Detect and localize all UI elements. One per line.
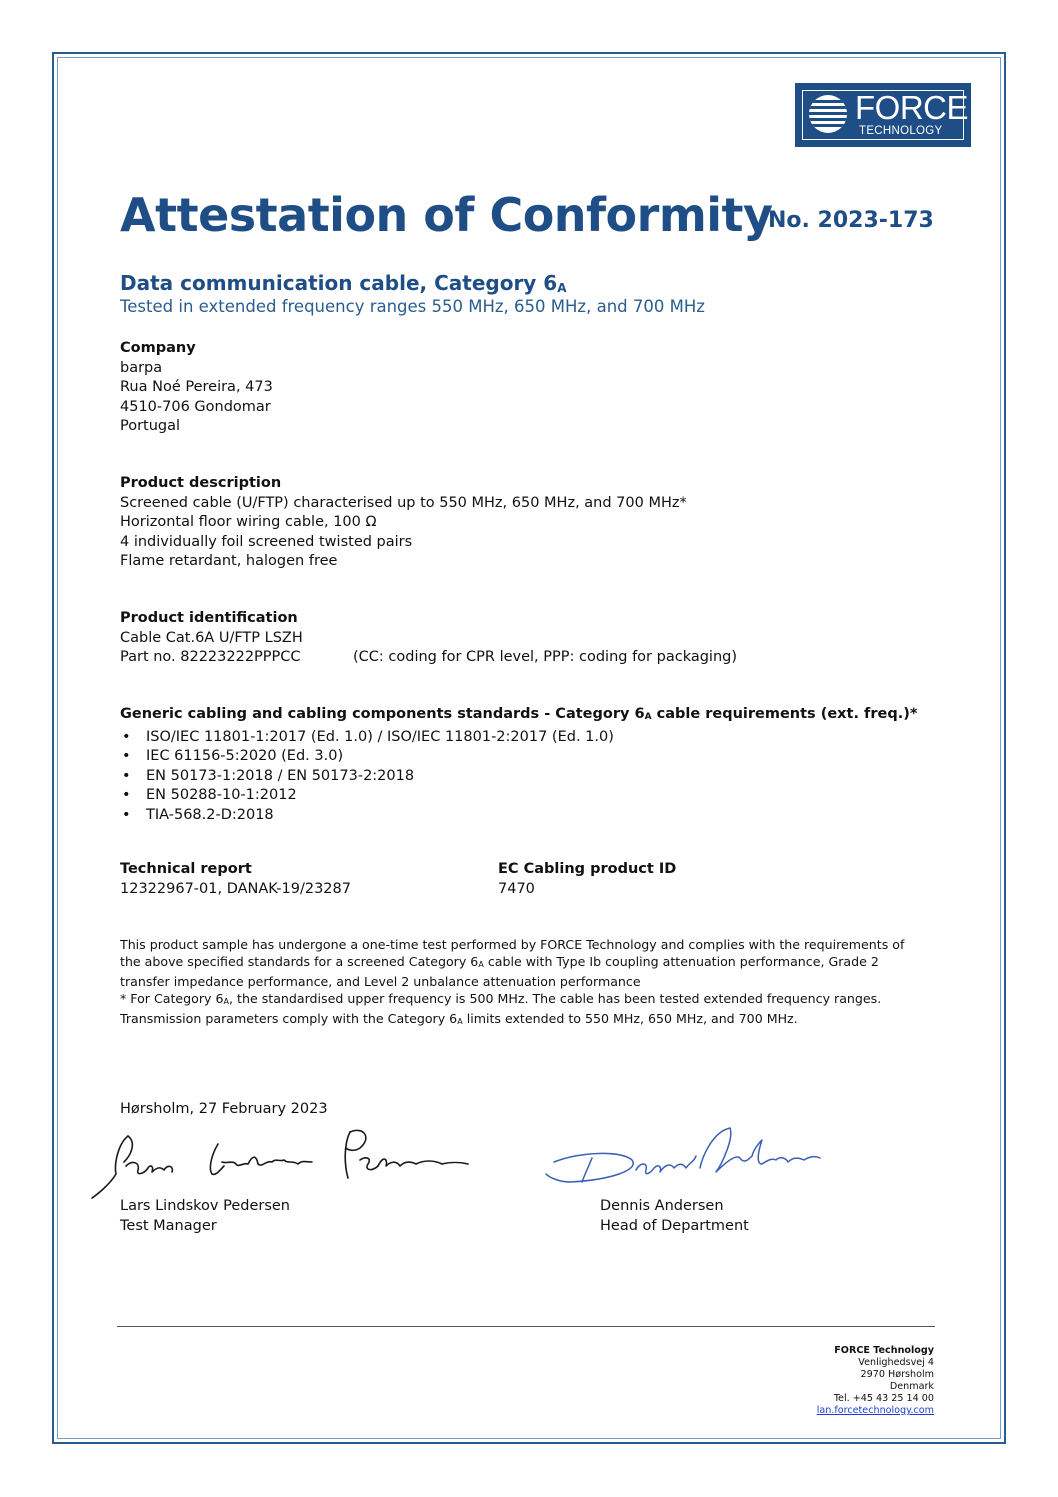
company-line: 4510-706 Gondomar	[120, 398, 271, 415]
statement-paragraph: This product sample has undergone a one-time test performed by FORCE Technology and complies with the requirements of the above specified standards for a screened Category $6_A$ cable with Type Ib coupling attenuation performance, Grade 2 transfer impedance performance, and Level 2 unbalance attenuation performance	[120, 937, 905, 989]
ec-cabling-section	[498, 860, 676, 899]
standards-list	[120, 728, 917, 826]
product-description-heading: Product description	[120, 475, 282, 491]
conformity-statement	[120, 936, 920, 1030]
ec-cabling-value: 7470	[498, 880, 535, 897]
statement-footnote: * For Category $6_A$, the standardised upper frequency is 500 MHz. The cable has been tested extended frequency ranges.	[120, 991, 882, 1006]
signatory-role: Head of Department	[600, 1218, 749, 1234]
company-line: Portugal	[120, 418, 181, 434]
standard-item: • EN 50288-10-1:2012	[120, 786, 917, 806]
attestation-number: No. 2023-173	[768, 208, 934, 233]
footer-line: Tel. +45 43 25 14 00	[833, 1393, 934, 1404]
signatory-name: Dennis Andersen	[600, 1198, 724, 1214]
footer-line: Venlighedsvej 4	[858, 1357, 934, 1368]
company-heading: Company	[120, 340, 196, 356]
footer-website-link[interactable]: lan.forcetechnology.com	[816, 1405, 934, 1416]
footer-divider	[117, 1326, 935, 1327]
part-coding-note: (CC: coding for CPR level, PPP: coding for packaging)	[353, 649, 738, 665]
description-line: Flame retardant, halogen free	[120, 553, 338, 569]
description-line: Screened cable (U/FTP) characterised up to 550 MHz, 650 MHz, and 700 MHz*	[120, 494, 687, 511]
signatory-left	[120, 1196, 290, 1236]
part-number: Part no. 82223222PPPCC	[120, 649, 301, 665]
logo-sub: TECHNOLOGY	[859, 125, 943, 137]
statement-transmission: Transmission parameters comply with the Category $6_A$ limits extended to 550 MHz, 650 MHz, and 700 MHz.	[120, 1011, 798, 1026]
signature-pedersen	[88, 1124, 478, 1204]
standard-item: • TIA-568.2-D:2018	[120, 806, 917, 826]
product-description-section	[120, 474, 687, 572]
technical-report-heading: Technical report	[120, 861, 252, 877]
tested-ranges: Tested in extended frequency ranges 550 MHz, 650 MHz, and 700 MHz	[120, 297, 705, 316]
standard-item: • IEC 61156-5:2020 (Ed. 3.0)	[120, 747, 917, 767]
footer-address	[817, 1345, 934, 1417]
company-line: Rua Noé Pereira, 473	[120, 379, 273, 395]
page-title: Attestation of Conformity	[120, 188, 773, 242]
standards-section	[120, 705, 917, 825]
standards-heading: Generic cabling and cabling components standards - Category $6_A$ cable requirements (ext. freq.)*	[120, 706, 918, 722]
signatory-role: Test Manager	[120, 1218, 217, 1234]
description-line: Horizontal floor wiring cable, 100 Ω	[120, 514, 377, 530]
standard-item: • ISO/IEC 11801-1:2017 (Ed. 1.0) / ISO/IEC 11801-2:2017 (Ed. 1.0)	[120, 728, 917, 748]
company-line: barpa	[120, 359, 163, 376]
signature-andersen	[540, 1118, 830, 1190]
product-identification-heading: Product identification	[120, 610, 298, 626]
standard-item: • EN 50173-1:2018 / EN 50173-2:2018	[120, 767, 917, 787]
product-name: Cable Cat.6A U/FTP LSZH	[120, 629, 303, 646]
logo-circle-icon	[809, 95, 847, 133]
force-technology-logo	[796, 84, 970, 146]
signatory-right	[600, 1196, 749, 1236]
ec-cabling-heading: EC Cabling product ID	[498, 861, 677, 877]
logo-brand: FORCE	[855, 89, 968, 126]
description-line: 4 individually foil screened twisted pairs	[120, 533, 413, 550]
signatory-name: Lars Lindskov Pedersen	[120, 1198, 290, 1214]
footer-line: 2970 Hørsholm	[860, 1369, 934, 1380]
footer-company: FORCE Technology	[834, 1345, 934, 1356]
technical-report-value: 12322967-01, DANAK-19/23287	[120, 880, 351, 897]
place-date: Hørsholm, 27 February 2023	[120, 1101, 328, 1117]
product-heading: Data communication cable, Category $6_A$	[120, 271, 567, 295]
company-section	[120, 339, 273, 437]
footer-line: Denmark	[889, 1381, 934, 1392]
product-identification-section	[120, 609, 303, 668]
technical-report-section	[120, 860, 351, 899]
